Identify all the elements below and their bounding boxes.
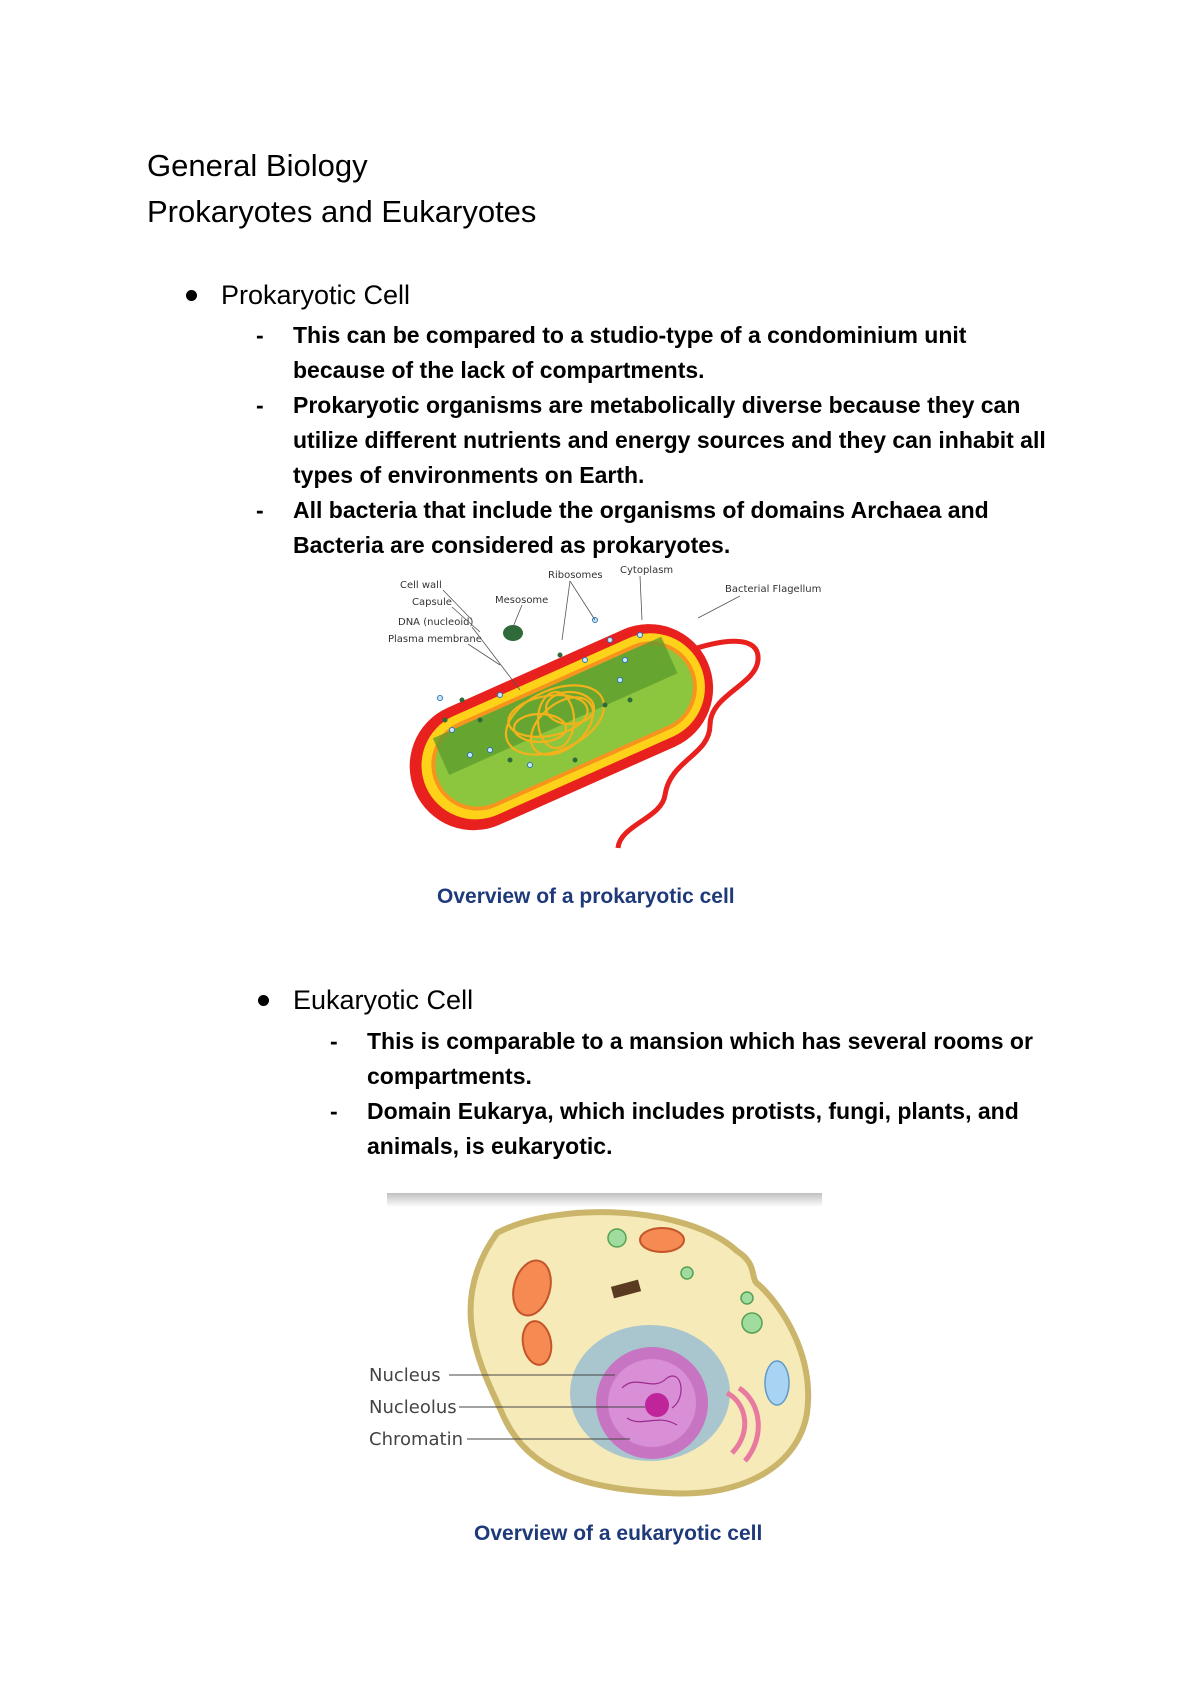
bullet-icon	[186, 290, 197, 301]
prokaryotic-heading-text: Prokaryotic Cell	[221, 280, 411, 310]
eukaryotic-points	[330, 1024, 1060, 1164]
figure-top-border	[387, 1193, 822, 1207]
document-subtitle: Prokaryotes and Eukaryotes	[147, 194, 537, 229]
eukaryotic-cell-diagram	[369, 1193, 822, 1513]
label-dna: DNA (nucleoid)	[398, 617, 474, 628]
prokaryotic-cell-diagram	[380, 565, 840, 850]
mesosome-shape	[503, 625, 523, 641]
document-title: General Biology	[147, 148, 368, 183]
label-capsule: Capsule	[412, 597, 452, 608]
prokaryotic-heading	[186, 280, 410, 311]
vacuole-shape	[765, 1361, 789, 1405]
eukaryotic-caption: Overview of a eukaryotic cell	[474, 1522, 763, 1545]
bullet-icon	[258, 995, 269, 1006]
eukaryotic-heading	[258, 985, 473, 1016]
prokaryotic-points	[256, 318, 1046, 563]
prokaryotic-caption: Overview of a prokaryotic cell	[437, 885, 735, 908]
label-cell-wall: Cell wall	[400, 580, 442, 591]
label-mesosome: Mesosome	[495, 595, 549, 606]
list-item: - Domain Eukarya, which includes protists, fungi, plants, and animals, is eukaryotic.	[330, 1098, 1019, 1159]
list-item: - All bacteria that include the organisms of domains Archaea and Bacteria are considered as prokaryotes.	[256, 497, 989, 558]
label-nucleolus: Nucleolus	[369, 1397, 457, 1418]
label-plasma-membrane: Plasma membrane	[388, 634, 482, 645]
eukaryotic-heading-text: Eukaryotic Cell	[293, 985, 474, 1015]
label-flagellum: Bacterial Flagellum	[725, 584, 822, 595]
label-chromatin: Chromatin	[369, 1429, 464, 1450]
nucleolus-shape	[645, 1393, 669, 1417]
label-ribosomes: Ribosomes	[548, 570, 603, 581]
list-item: - This can be compared to a studio-type of a condominium unit because of the lack of compartments.	[256, 322, 967, 383]
label-cytoplasm: Cytoplasm	[620, 565, 674, 576]
list-item: - This is comparable to a mansion which has several rooms or compartments.	[330, 1028, 1033, 1089]
label-nucleus: Nucleus	[369, 1365, 441, 1386]
list-item: - Prokaryotic organisms are metabolically diverse because they can utilize different nutrients and energy sources and they can inhabit all types of environments on Earth.	[256, 392, 1046, 488]
